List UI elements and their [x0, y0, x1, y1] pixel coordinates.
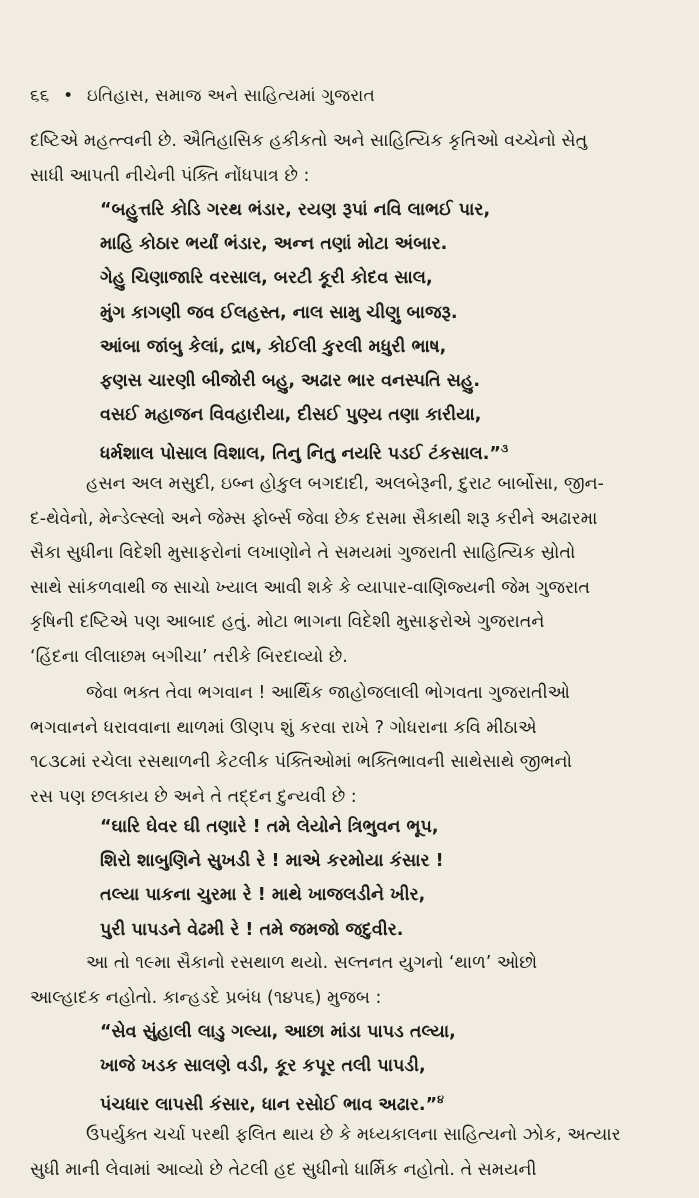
verse-line: વસઈ મહાજન વિવહારીયા, દીસઈ પુણ્ય તણા કારીયા,: [100, 405, 482, 426]
verse-line: [100, 1083, 660, 1122]
footnote-marker: ૩: [500, 442, 509, 456]
verse-line: ખાજે ખડક સાલણે વડી, કૂર કપૂર તલી પાપડી,: [100, 1056, 426, 1077]
text-line: સાથે સાંકળવાથી જ સાચો ખ્યાલ આવી શકે કે વ્યાપાર-વાણિજ્યની જેમ ગુજરાત: [30, 577, 590, 598]
verse-line-text: ધર્મશાલ પોસાલ વિશાલ, તિનુ નિતુ નયરિ પડઈ ટંકસાલ.”: [100, 444, 501, 465]
verse-line: ફણસ ચારણી બીજોરી બહુ, અઢાર ભાર વનસ્પતિ સહુ.: [100, 371, 480, 392]
text-line: ૧૮૩૮માં રચેલા રસથાળની કેટલીક પંક્તિઓમાં ભક્તિભાવની સાથેસાથે જીભનો: [30, 752, 572, 772]
verse-line: તલ્યા પાકના ચુરમા રે ! માથે ખાજલડીને ખીર,: [100, 885, 426, 906]
footnote-marker: ૪: [437, 1093, 444, 1107]
text-line: ‘હિંદના લીલાછમ બગીચા’ તરીકે બિરદાવ્યો છે.: [30, 646, 348, 667]
text-line: સૈકા સુધીના વિદેશી મુસાફરોનાં લખાણોને તે સમયમાં ગુજરાતી સાહિત્યિક સ્રોતો: [30, 543, 576, 563]
text-line: રસ પણ છલકાય છે અને તે તદ્દન દુન્યવી છે :: [30, 786, 357, 807]
page-number: ૬૬: [30, 86, 50, 106]
verse-line: “સેવ સુંહાલી લાડુ ગલ્યા, આછા માંડા પાપડ તલ્યા,: [100, 1022, 456, 1042]
text-line: જેવા ભક્ત તેવા ભગવાન ! આર્થિક જાહોજલાલી ભોગવતા ગુજરાતીઓ: [86, 683, 570, 703]
running-header: [30, 86, 375, 106]
verse-line: “ઘારિ ઘેવર ઘી તણારે ! તમે લેયોને ત્રિભુવન ભૂપ,: [100, 817, 439, 837]
paragraph-2: [30, 467, 670, 674]
verse-line: [100, 432, 660, 471]
text-line: આલ્હાદક નહોતો. કાન્હડદે પ્રબંધ (૧૪૫૬) મુજબ :: [30, 987, 382, 1008]
header-bullet: •: [63, 86, 74, 106]
verse-line: ગેહુ ચિણાજારિ વરસાલ, બરટી કૂરી કોદવ સાલ,: [100, 268, 433, 289]
verse-block-2: [100, 810, 660, 947]
verse-line: આંબા જાંબુ કેલાં, દ્રાષ, કોઈલી કુરલી મધુરી ભાષ,: [100, 336, 447, 357]
verse-line: પુરી પાપડને વેઢમી રે ! તમે જમજો જદુવીર.: [100, 919, 404, 940]
verse-line: માહિ કોઠાર ભર્યાં ભંડાર, અન્ન તણાં મોટા અંબાર.: [100, 234, 448, 255]
text-line: ઉપર્યુક્ત ચર્ચા પરથી ફલિત થાય છે કે મધ્યકાલના સાહિત્યનો ઝોક, અત્યાર: [86, 1125, 621, 1145]
verse-block-3: [100, 1015, 660, 1122]
verse-line: મુંગ કાગણી જવ ઈલહસ્ત, નાલ સામુ ચીણુ બાજરૂ.: [100, 302, 458, 323]
text-line: દષ્ટિએ મહત્ત્વની છે. ઐતિહાસિક હકીકતો અને સાહિત્યિક કૃતિઓ વચ્ચેનો સેતુ: [30, 131, 588, 151]
text-line: આ તો ૧૯મા સૈકાનો રસથાળ થયો. સલ્તનત યુગનો ‘થાળ’ ઓછો: [86, 953, 538, 973]
verse-line: “બહુત્તરિ કોડિ ગરથ ભંડાર, રયણ રૂપાં નવિ લાભઈ પાર,: [100, 200, 491, 220]
paragraph-1: [30, 124, 670, 193]
verse-block-1: [100, 193, 660, 471]
text-line: કૃષિની દષ્ટિએ પણ આબાદ હતું. મોટા ભાગના વિદેશી મુસાફરોએ ગુજરાતને: [30, 612, 545, 632]
text-line: ભગવાનને ધરાવવાના થાળમાં ઊણપ શું કરવા રાખે ? ગોધરાના કવિ મીઠાએ: [30, 717, 537, 738]
verse-line-text: પંચધાર લાપસી કંસાર, ધાન રસોઈ ભાવ અઢાર.”: [100, 1095, 438, 1116]
text-line: દ-થેવેનો, મેન્ડેલ્સ્લો અને જેમ્સ ફોર્બ્સ જેવા છેક દસમા સૈકાથી શરૂ કરીને અઢારમા: [30, 508, 598, 529]
text-line: સુધી માની લેવામાં આવ્યો છે તેટલી હદ સુધીનો ધાર્મિક નહોતો. તે સમયની: [30, 1159, 537, 1180]
paragraph-5: [30, 1118, 670, 1187]
paragraph-3: [30, 676, 670, 814]
verse-line: શિરો શાબુણિને સુખડી રે ! માએ કરમોયા કંસાર !: [100, 851, 444, 872]
text-line: સાધી આપતી નીચેની પંક્તિ નોંધપાત્ર છે :: [30, 165, 310, 186]
running-title: ઇતિહાસ, સમાજ અને સાહિત્યમાં ગુજરાત: [86, 86, 375, 106]
text-line: હસન અલ મસુદી, ઇબ્ન હોકુલ બગદાદી, અલબેરૂની, દુરાટ બાર્બોસા, જીન-: [86, 474, 604, 494]
paragraph-4: [30, 946, 670, 1015]
